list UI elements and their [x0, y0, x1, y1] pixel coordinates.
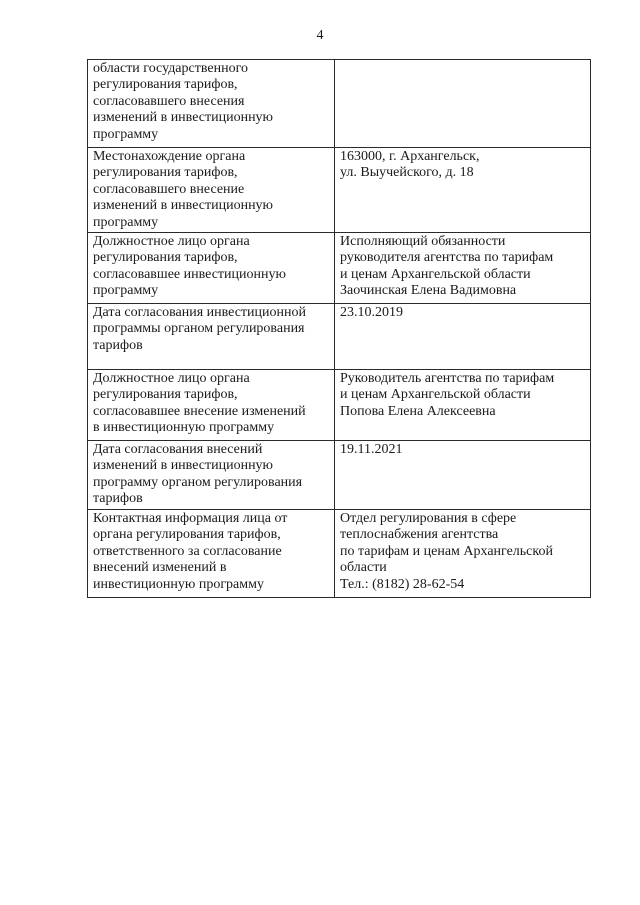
cell-text-line: внесений изменений в	[93, 560, 227, 576]
cell-text-line: регулирования тарифов,	[93, 165, 238, 181]
cell-text-line: изменений в инвестиционную	[93, 110, 274, 126]
cell-text-line: согласовавшего внесение	[93, 181, 245, 197]
cell-text-line: ул. Выучейского, д. 18	[340, 165, 474, 181]
cell-text-line: теплоснабжения агентства	[340, 527, 499, 543]
row-label-cell	[88, 148, 335, 233]
row-value-cell	[335, 441, 591, 510]
table-row	[88, 304, 591, 370]
row-value-cell	[335, 304, 591, 370]
cell-text-line: программы органом регулирования	[93, 321, 305, 337]
cell-text-line: по тарифам и ценам Архангельской	[340, 543, 553, 559]
table-row	[88, 60, 591, 148]
row-label-cell	[88, 304, 335, 370]
cell-text-line: области	[340, 560, 387, 576]
cell-text-line: Попова Елена Алексеевна	[340, 403, 496, 419]
cell-text-line: Должностное лицо органа	[93, 371, 250, 386]
row-label-cell	[88, 370, 335, 441]
cell-text-line: согласовавшее внесение изменений	[93, 403, 306, 419]
row-label-cell	[88, 233, 335, 304]
cell-text-line: Дата согласования инвестиционной	[93, 305, 306, 320]
cell-text-line: согласовавшее инвестиционную	[93, 266, 286, 282]
cell-text-line: регулирования тарифов,	[93, 250, 238, 266]
cell-text-line: изменений в инвестиционную	[93, 458, 274, 474]
cell-text-line: руководителя агентства по тарифам	[340, 250, 554, 266]
cell-text-line: и ценам Архангельской области	[340, 387, 531, 403]
cell-text-line: 19.11.2021	[340, 442, 403, 457]
cell-text-line: Тел.: (8182) 28-62-54	[340, 576, 465, 592]
cell-text-line: области государственного	[93, 61, 248, 76]
cell-text-line: тарифов	[93, 491, 143, 507]
cell-text-line: Отдел регулирования в сфере	[340, 511, 517, 526]
row-value-cell	[335, 60, 591, 148]
cell-text-line: Руководитель агентства по тарифам	[340, 371, 555, 386]
row-label-cell	[88, 510, 335, 598]
cell-text-line: Должностное лицо органа	[93, 234, 250, 249]
cell-text-line: тарифов	[93, 337, 143, 353]
cell-text-line: программу	[93, 283, 159, 299]
row-value-cell	[335, 370, 591, 441]
cell-text-line: в инвестиционную программу	[93, 420, 275, 436]
table-row	[88, 148, 591, 233]
cell-text-line: регулирования тарифов,	[93, 77, 238, 93]
cell-text-line: Исполняющий обязанности	[340, 234, 506, 249]
cell-text-line: ответственного за согласование	[93, 543, 282, 559]
cell-text-line: программу	[93, 214, 159, 230]
cell-text-line: согласовавшего внесения	[93, 93, 245, 109]
cell-text-line: органа регулирования тарифов,	[93, 527, 281, 543]
cell-text-line: Контактная информация лица от	[93, 511, 288, 526]
cell-text-line: программу органом регулирования	[93, 474, 303, 490]
page-number: 4	[316, 28, 324, 43]
cell-text-line: изменений в инвестиционную	[93, 198, 274, 214]
cell-text-line: программу	[93, 126, 159, 142]
table-row	[88, 370, 591, 441]
row-label-cell	[88, 60, 335, 148]
table-row	[88, 441, 591, 510]
cell-text-line: Местонахождение органа	[93, 149, 246, 164]
approval-info-table	[87, 59, 591, 598]
cell-text-line: регулирования тарифов,	[93, 387, 238, 403]
cell-text-line: Заочинская Елена Вадимовна	[340, 283, 517, 299]
row-value-cell	[335, 233, 591, 304]
table-row	[88, 510, 591, 598]
cell-text-line: 163000, г. Архангельск,	[340, 149, 480, 164]
cell-text-line: инвестиционную программу	[93, 576, 264, 592]
cell-text-line: Дата согласования внесений	[93, 442, 263, 457]
table-row	[88, 233, 591, 304]
cell-text-line: и ценам Архангельской области	[340, 266, 531, 282]
row-value-cell	[335, 148, 591, 233]
row-value-cell	[335, 510, 591, 598]
cell-text-line: 23.10.2019	[340, 305, 403, 320]
row-label-cell	[88, 441, 335, 510]
